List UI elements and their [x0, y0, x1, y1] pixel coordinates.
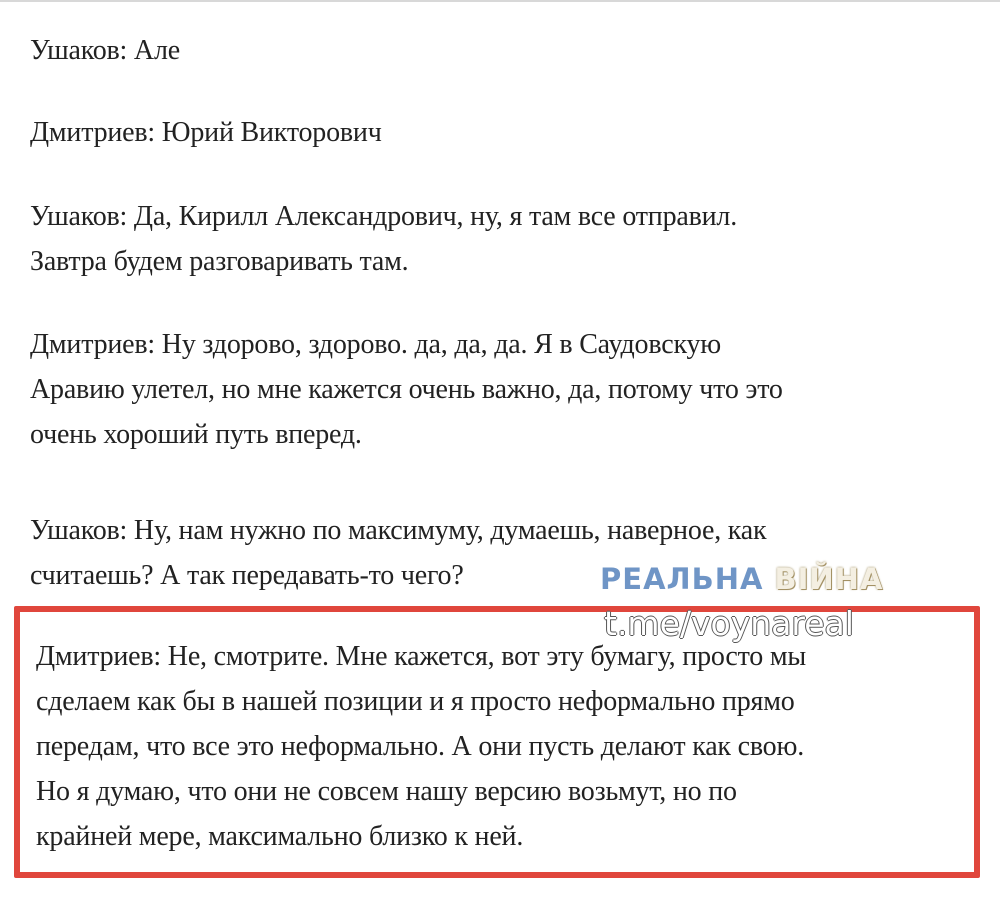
text-line: крайней мере, максимально близко к ней. — [36, 821, 524, 852]
text-line: Дмитриев: Юрий Викторович — [30, 117, 382, 148]
transcript-paragraph — [30, 194, 737, 284]
watermark-url: t.me/voynareal — [604, 604, 854, 643]
text-line: Ушаков: Але — [30, 35, 180, 66]
text-line: Ушаков: Ну, нам нужно по максимуму, думаешь, наверное, как — [30, 515, 767, 546]
watermark-title-part1: РЕАЛЬНА — [600, 562, 775, 596]
transcript-paragraph — [30, 322, 783, 457]
transcript-paragraph — [30, 508, 766, 598]
text-line: Аравию улетел, но мне кажется очень важно, да, потому что это — [30, 374, 783, 405]
transcript-paragraph — [30, 28, 180, 73]
text-line: очень хороший путь вперед. — [30, 419, 362, 450]
text-line: Ушаков: Да, Кирилл Александрович, ну, я там все отправил. — [30, 201, 737, 232]
top-rule — [0, 0, 1000, 2]
transcript-paragraph — [30, 110, 382, 155]
text-line: Но я думаю, что они не совсем нашу версию возьмут, но по — [36, 776, 737, 807]
text-line: Дмитриев: Не, смотрите. Мне кажется, вот эту бумагу, просто мы — [36, 641, 806, 672]
text-line: передам, что все это неформально. А они пусть делают как свою. — [36, 731, 805, 762]
text-line: считаешь? А так передавать-то чего? — [30, 560, 464, 591]
text-line: сделаем как бы в нашей позиции и я просто неформально прямо — [36, 686, 795, 717]
text-line: Завтра будем разговаривать там. — [30, 246, 409, 277]
watermark-title-part2: ВІЙНА — [774, 562, 884, 596]
highlighted-paragraph — [36, 634, 806, 859]
text-line: Дмитриев: Ну здорово, здорово. да, да, да. Я в Саудовскую — [30, 329, 721, 360]
highlight-box — [14, 606, 980, 878]
